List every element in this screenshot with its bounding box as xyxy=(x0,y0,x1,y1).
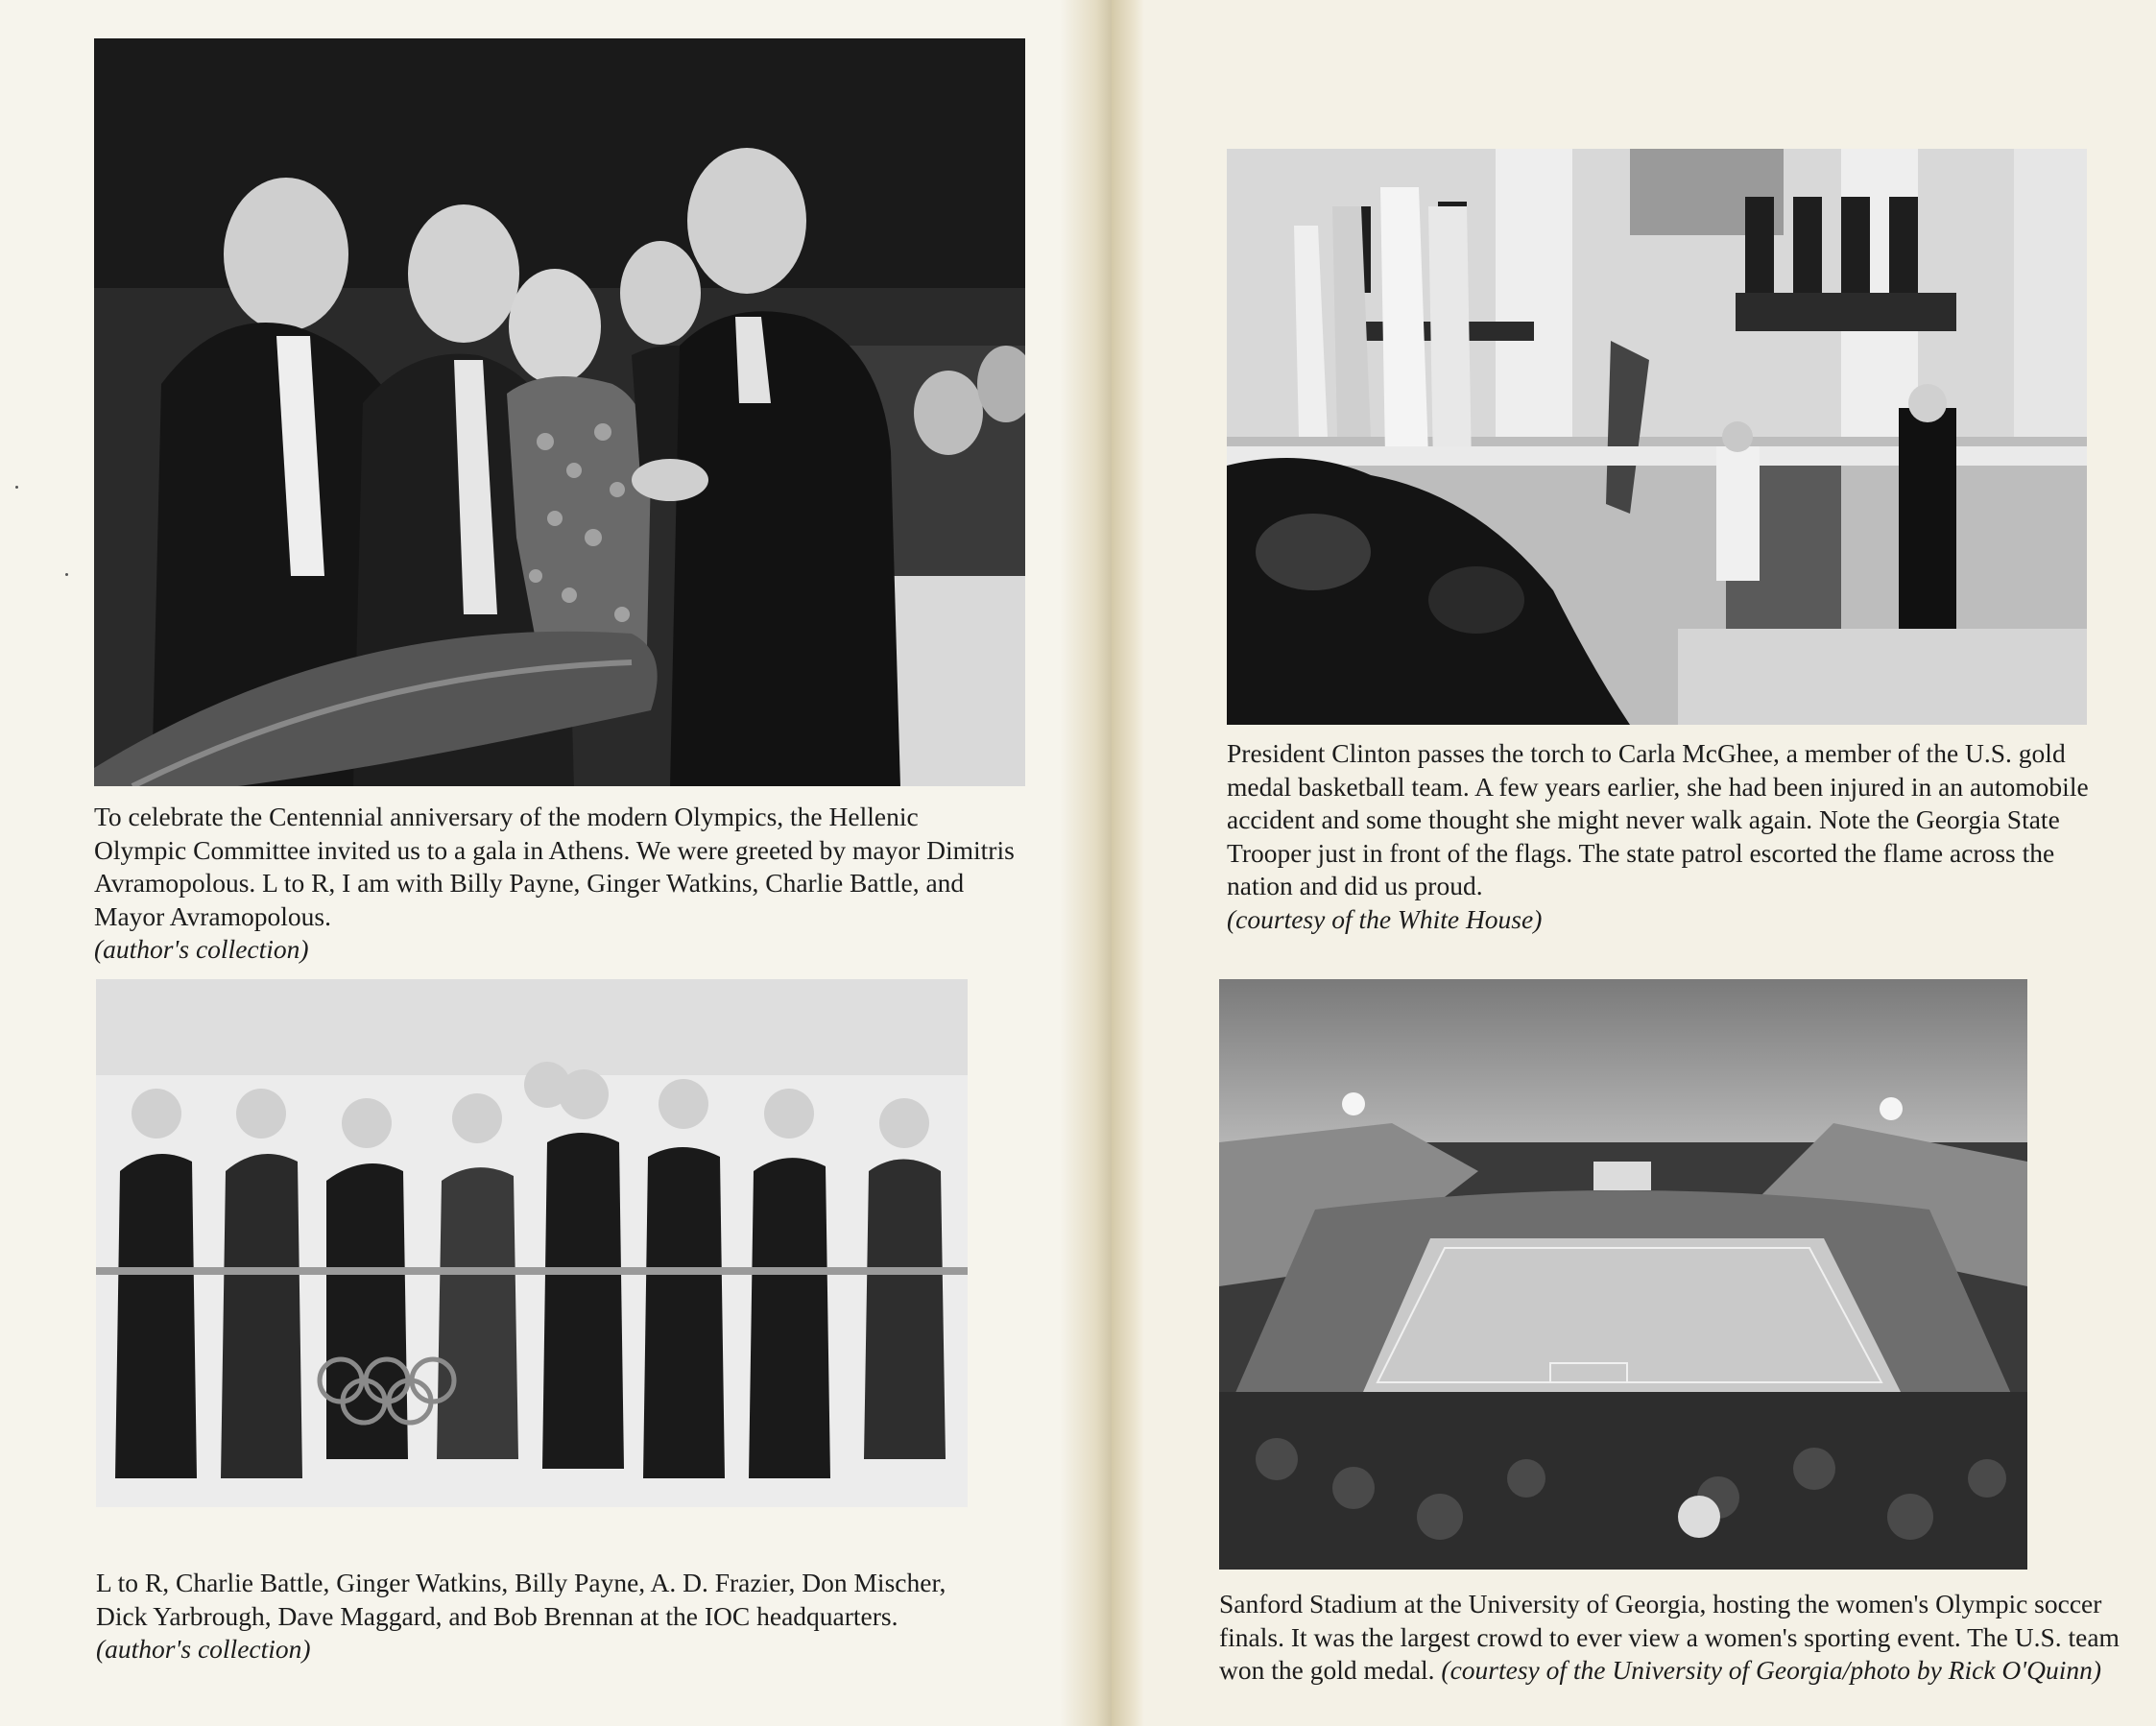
photo-gala xyxy=(94,38,1025,786)
photo-torch-image xyxy=(1227,149,2087,725)
left-gutter-shadow xyxy=(1060,0,1112,1726)
right-gutter-shadow xyxy=(1112,0,1144,1726)
caption-torch xyxy=(1227,737,2120,936)
caption-stadium-credit: (courtesy of the University of Georgia/photo by Rick O'Quinn) xyxy=(1441,1655,2102,1685)
caption-ioc-text: L to R, Charlie Battle, Ginger Watkins, Billy Payne, A. D. Frazier, Don Mischer, Dick Yarbrough, Dave Maggard, and Bob Brennan at the IOC headquarters. xyxy=(96,1568,946,1631)
caption-stadium xyxy=(1219,1588,2131,1688)
caption-stadium-text: Sanford Stadium at the University of Georgia, hosting the women's Olympic soccer finals. It was the largest crowd to ever view a women's sporting event. The U.S. team won the gold medal. xyxy=(1219,1589,2120,1685)
caption-torch-text: President Clinton passes the torch to Carla McGhee, a member of the U.S. gold medal basketball team. A few years earlier, she had been injured in an automobile accident and some thought she might never walk again. Note the Georgia State Trooper just in front of the flags. The state patrol escorted the flame across the nation and did us proud. xyxy=(1227,738,2089,900)
stray-mark xyxy=(15,486,18,489)
caption-gala xyxy=(94,801,1016,967)
caption-gala-credit: (author's collection) xyxy=(94,934,309,964)
photo-stadium-image xyxy=(1219,979,2027,1570)
photo-torch xyxy=(1227,149,2087,725)
caption-gala-text: To celebrate the Centennial anniversary of the modern Olympics, the Hellenic Olympic Committee invited us to a gala in Athens. We were greeted by mayor Dimitris Avramopolous. L to R, I am with Billy Payne, Ginger Watkins, Charlie Battle, and Mayor Avramopolous. xyxy=(94,802,1015,931)
photo-stadium xyxy=(1219,979,2027,1570)
stray-mark xyxy=(65,573,68,576)
photo-ioc xyxy=(96,979,968,1507)
caption-ioc-credit: (author's collection) xyxy=(96,1634,311,1664)
photo-gala-image xyxy=(94,38,1025,786)
caption-ioc xyxy=(96,1567,998,1666)
caption-torch-credit: (courtesy of the White House) xyxy=(1227,903,1543,934)
photo-ioc-image xyxy=(96,979,968,1507)
